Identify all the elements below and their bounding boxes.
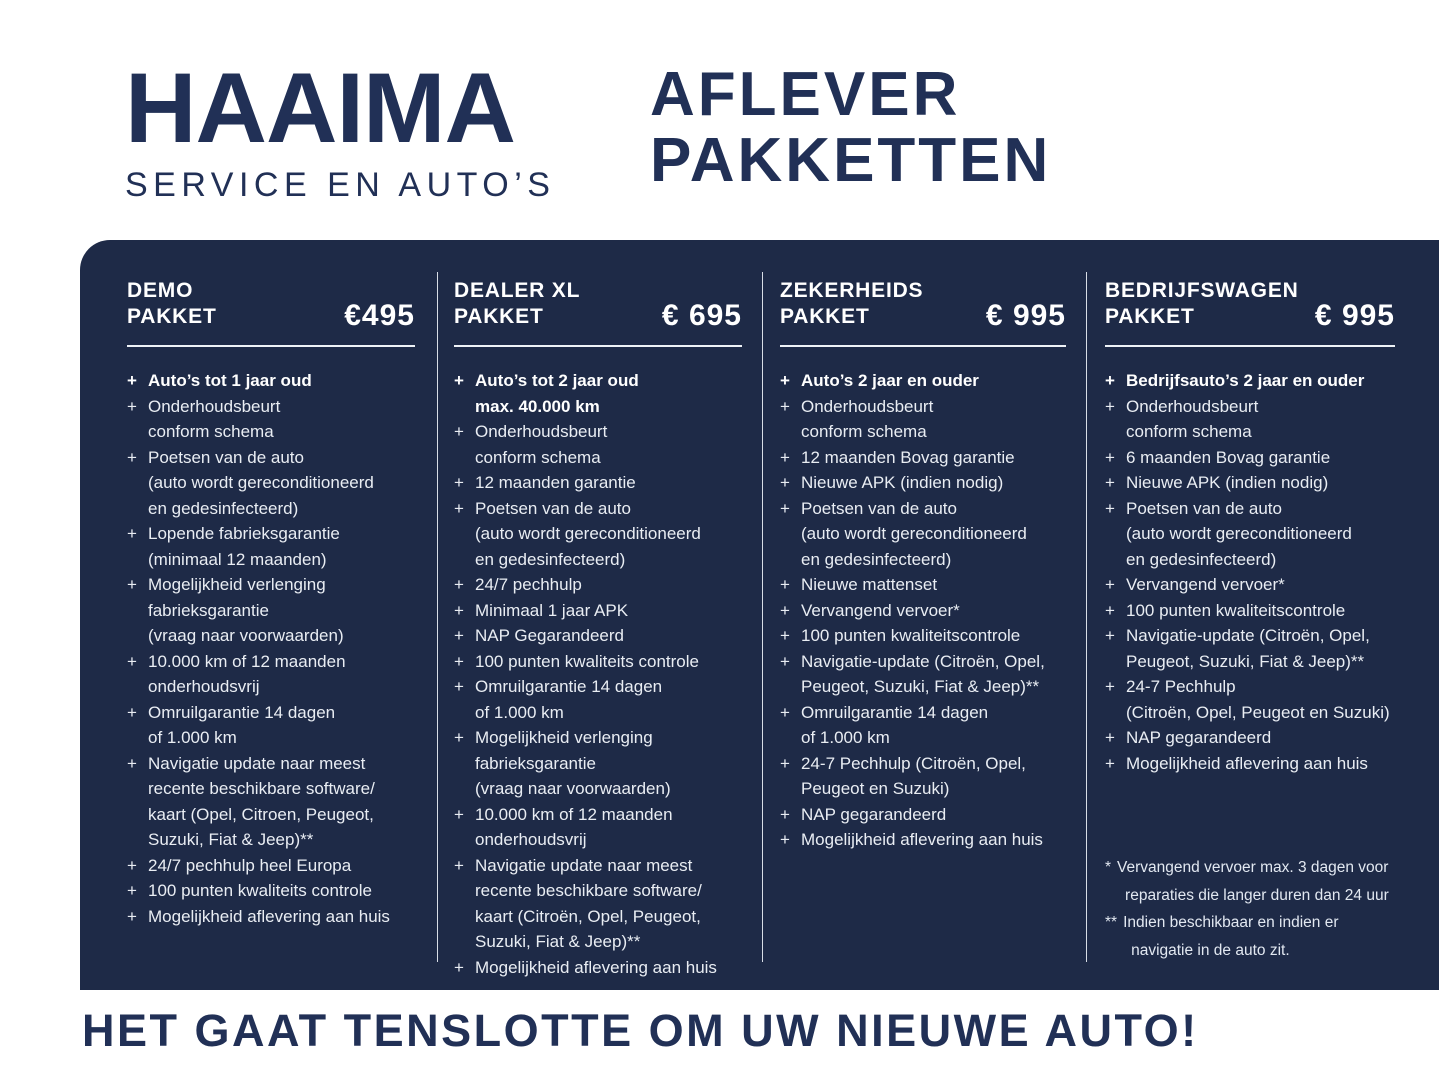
- feature-text-line: Mogelijkheid aflevering aan huis: [148, 906, 390, 926]
- package-column-zekerheids: [763, 240, 1086, 990]
- plus-icon: +: [454, 473, 464, 492]
- feature-text-line: kaart (Opel, Citroen, Peugeot,: [148, 804, 374, 824]
- feature-text-line: Onderhoudsbeurt: [1126, 396, 1259, 416]
- feature-text: [1126, 674, 1390, 725]
- feature-text: [148, 572, 344, 649]
- feature-item: [127, 649, 415, 700]
- plus-icon: +: [1105, 753, 1115, 773]
- feature-text-line: (minimaal 12 maanden): [148, 549, 327, 569]
- feature-text-line: 100 punten kwaliteitscontrole: [801, 626, 1021, 645]
- feature-item: [454, 623, 742, 649]
- feature-text: [1126, 572, 1285, 598]
- feature-text-line: of 1.000 km: [148, 728, 237, 747]
- header-underline: [127, 345, 415, 347]
- plus-icon: +: [1105, 498, 1115, 518]
- feature-item: [127, 751, 415, 853]
- feature-text-line: Bedrijfsauto’s 2 jaar en ouder: [1126, 371, 1365, 390]
- package-header: [1105, 278, 1395, 330]
- feature-text: [801, 445, 1015, 471]
- footnote-marker: *: [1105, 859, 1112, 876]
- feature-text-line: 100 punten kwaliteits controle: [475, 651, 699, 671]
- package-header: [780, 278, 1066, 330]
- feature-text-line: 12 maanden garantie: [475, 473, 636, 492]
- feature-text-line: 24-7 Pechhulp (Citroën, Opel,: [801, 753, 1026, 773]
- feature-list: [780, 368, 1066, 853]
- plus-icon: +: [127, 855, 137, 875]
- plus-icon: +: [127, 881, 137, 900]
- feature-text: [148, 521, 340, 572]
- feature-item: [454, 725, 742, 802]
- feature-item: [454, 853, 742, 955]
- feature-item: [780, 470, 1066, 496]
- feature-text-line: 6 maanden Bovag garantie: [1126, 447, 1331, 467]
- feature-text-line: Peugeot, Suzuki, Fiat & Jeep)**: [1126, 651, 1365, 671]
- plus-icon: +: [1105, 575, 1115, 594]
- plus-icon: +: [127, 651, 137, 671]
- feature-text-line: conform schema: [1126, 422, 1252, 441]
- plus-icon: +: [780, 804, 790, 824]
- feature-text-line: (auto wordt gereconditioneerd: [1126, 524, 1352, 543]
- feature-text-line: fabrieksgarantie: [475, 753, 596, 773]
- plus-icon: +: [454, 728, 464, 747]
- plus-icon: +: [780, 651, 790, 671]
- brand-tagline: SERVICE EN AUTO’S: [125, 166, 556, 204]
- feature-item: [127, 878, 415, 904]
- feature-item: [780, 496, 1066, 573]
- feature-text-line: Omruilgarantie 14 dagen: [148, 702, 336, 722]
- plus-icon: +: [454, 422, 464, 441]
- package-title-line: DEALER XL: [454, 279, 581, 302]
- feature-text: [801, 827, 1043, 853]
- feature-text: [475, 470, 636, 496]
- feature-item: [780, 445, 1066, 471]
- feature-text-line: Lopende fabrieksgarantie: [148, 524, 340, 543]
- header-underline: [1105, 345, 1395, 347]
- feature-text: [475, 955, 717, 981]
- header-underline: [780, 345, 1066, 347]
- feature-text: [148, 649, 346, 700]
- feature-item: [780, 572, 1066, 598]
- plus-icon: +: [1105, 600, 1115, 620]
- feature-text: [1126, 394, 1258, 445]
- feature-text-line: 24/7 pechhulp heel Europa: [148, 855, 352, 875]
- feature-text: [475, 725, 671, 802]
- feature-text: [801, 649, 1045, 700]
- feature-text: [475, 674, 662, 725]
- feature-text-line: Suzuki, Fiat & Jeep)**: [148, 830, 314, 849]
- feature-item: [454, 802, 742, 853]
- page-title-line1: AFLEVER: [650, 60, 961, 129]
- feature-text-line: of 1.000 km: [801, 728, 890, 747]
- feature-item: [1105, 598, 1395, 624]
- feature-text: [801, 496, 1027, 573]
- feature-item: [780, 368, 1066, 394]
- feature-text: [475, 572, 582, 598]
- footnote-text-line: Indien beschikbaar en indien er: [1123, 914, 1339, 931]
- feature-text-line: en gedesinfecteerd): [148, 498, 299, 518]
- feature-text-line: (vraag naar voorwaarden): [475, 779, 671, 798]
- feature-text: [475, 623, 624, 649]
- feature-text: [1126, 368, 1364, 394]
- feature-text-line: Mogelijkheid aflevering aan huis: [475, 957, 717, 977]
- feature-text-line: 100 punten kwaliteits controle: [148, 881, 372, 900]
- feature-item: [454, 649, 742, 675]
- plus-icon: +: [127, 371, 137, 390]
- plus-icon: +: [1105, 473, 1115, 492]
- feature-text-line: fabrieksgarantie: [148, 600, 269, 620]
- feature-item: [454, 470, 742, 496]
- plus-icon: +: [780, 753, 790, 773]
- brand-name: HAAIMA: [125, 52, 515, 163]
- feature-text: [1126, 623, 1370, 674]
- feature-text-line: NAP gegarandeerd: [801, 804, 947, 824]
- package-header: [127, 278, 415, 330]
- feature-text-line: 24/7 pechhulp: [475, 575, 582, 594]
- feature-text-line: 100 punten kwaliteitscontrole: [1126, 600, 1346, 620]
- feature-text: [475, 649, 699, 675]
- feature-text-line: of 1.000 km: [475, 702, 564, 722]
- brand-logo: [125, 52, 556, 205]
- package-title-line: DEMO: [127, 279, 194, 302]
- plus-icon: +: [780, 626, 790, 645]
- page-title: [650, 62, 1051, 194]
- plus-icon: +: [1105, 728, 1115, 747]
- feature-text-line: Poetsen van de auto: [148, 447, 304, 467]
- feature-text: [801, 598, 960, 624]
- feature-item: [1105, 572, 1395, 598]
- feature-text-line: 24-7 Pechhulp: [1126, 677, 1236, 696]
- package-column-demo: [80, 240, 437, 990]
- plus-icon: +: [127, 702, 137, 722]
- plus-icon: +: [780, 371, 790, 390]
- feature-text-line: Navigatie-update (Citroën, Opel,: [1126, 626, 1370, 645]
- plus-icon: +: [454, 855, 464, 875]
- feature-text-line: Omruilgarantie 14 dagen: [801, 702, 989, 722]
- plus-icon: +: [454, 804, 464, 824]
- feature-text-line: 10.000 km of 12 maanden: [475, 804, 673, 824]
- feature-text: [801, 572, 937, 598]
- plus-icon: +: [127, 575, 137, 594]
- feature-list: [127, 368, 415, 929]
- feature-text-line: Auto’s 2 jaar en ouder: [801, 371, 979, 390]
- plus-icon: +: [780, 498, 790, 518]
- feature-text-line: Onderhoudsbeurt: [148, 396, 281, 416]
- feature-text-line: Poetsen van de auto: [1126, 498, 1282, 518]
- feature-text: [801, 623, 1020, 649]
- feature-text: [801, 751, 1026, 802]
- feature-item: [780, 598, 1066, 624]
- feature-text: [148, 904, 390, 930]
- feature-text: [1126, 725, 1271, 751]
- package-column-bedrijfswagen: [1087, 240, 1439, 990]
- package-title-line: PAKKET: [1105, 305, 1195, 328]
- feature-text-line: 12 maanden Bovag garantie: [801, 447, 1015, 467]
- feature-item: [780, 623, 1066, 649]
- plus-icon: +: [454, 677, 464, 696]
- feature-item: [454, 572, 742, 598]
- plus-icon: +: [454, 957, 464, 977]
- feature-text: [801, 470, 1003, 496]
- feature-item: [454, 955, 742, 981]
- feature-item: [1105, 368, 1395, 394]
- feature-text-line: conform schema: [801, 422, 927, 441]
- footnotes: [1105, 854, 1395, 964]
- feature-item: [127, 368, 415, 394]
- package-title: [1105, 278, 1299, 330]
- feature-item: [454, 674, 742, 725]
- feature-item: [780, 802, 1066, 828]
- footnote-text: [1117, 854, 1389, 909]
- feature-text-line: Mogelijkheid verlenging: [475, 728, 653, 747]
- feature-item: [127, 394, 415, 445]
- package-price: € 995: [985, 299, 1066, 332]
- feature-text: [148, 445, 374, 522]
- feature-list: [1105, 368, 1395, 776]
- feature-text-line: Nieuwe APK (indien nodig): [1126, 473, 1329, 492]
- footnote: [1105, 854, 1395, 909]
- plus-icon: +: [1105, 677, 1115, 696]
- feature-text-line: Mogelijkheid aflevering aan huis: [801, 830, 1043, 849]
- plus-icon: +: [454, 498, 464, 518]
- feature-text-line: Peugeot, Suzuki, Fiat & Jeep)**: [801, 677, 1040, 696]
- feature-text-line: en gedesinfecteerd): [801, 549, 952, 569]
- feature-text: [1126, 470, 1328, 496]
- plus-icon: +: [780, 447, 790, 467]
- feature-text: [148, 751, 375, 853]
- feature-item: [454, 419, 742, 470]
- feature-text: [801, 368, 979, 394]
- plus-icon: +: [127, 396, 137, 416]
- plus-icon: +: [780, 702, 790, 722]
- feature-item: [1105, 623, 1395, 674]
- plus-icon: +: [127, 524, 137, 543]
- feature-text: [801, 700, 988, 751]
- feature-text-line: 10.000 km of 12 maanden: [148, 651, 346, 671]
- feature-text: [475, 598, 628, 624]
- feature-text-line: Auto’s tot 2 jaar oud: [475, 371, 639, 390]
- plus-icon: +: [780, 830, 790, 849]
- package-title: [454, 278, 580, 330]
- package-title-line: BEDRIJFSWAGEN: [1105, 279, 1299, 302]
- packages-panel: [80, 240, 1439, 990]
- package-title-line: PAKKET: [454, 305, 544, 328]
- feature-text-line: recente beschikbare software/: [475, 881, 702, 900]
- plus-icon: +: [780, 396, 790, 416]
- feature-text: [475, 419, 607, 470]
- plus-icon: +: [127, 447, 137, 467]
- feature-text: [801, 802, 946, 828]
- feature-text-line: (vraag naar voorwaarden): [148, 626, 344, 645]
- package-price: € 995: [1314, 299, 1395, 332]
- feature-text-line: (auto wordt gereconditioneerd: [148, 473, 374, 492]
- feature-item: [454, 368, 742, 419]
- package-title-line: PAKKET: [127, 305, 217, 328]
- feature-text-line: Peugeot en Suzuki): [801, 779, 950, 798]
- feature-text-line: Nieuwe APK (indien nodig): [801, 473, 1004, 492]
- footnote-text: [1123, 909, 1338, 964]
- feature-list: [454, 368, 742, 980]
- feature-text-line: Onderhoudsbeurt: [475, 422, 608, 441]
- feature-item: [780, 394, 1066, 445]
- feature-item: [127, 572, 415, 649]
- feature-text-line: conform schema: [475, 447, 601, 467]
- feature-item: [127, 700, 415, 751]
- feature-text: [1126, 445, 1330, 471]
- feature-text: [1126, 751, 1368, 777]
- package-title-line: PAKKET: [780, 305, 870, 328]
- feature-item: [454, 598, 742, 624]
- feature-text: [148, 394, 280, 445]
- feature-text-line: (auto wordt gereconditioneerd: [801, 524, 1027, 543]
- footnote: [1105, 909, 1395, 964]
- package-title-line: ZEKERHEIDS: [780, 279, 924, 302]
- feature-text-line: Poetsen van de auto: [801, 498, 957, 518]
- package-price: € 695: [661, 299, 742, 332]
- feature-item: [1105, 674, 1395, 725]
- plus-icon: +: [1105, 396, 1115, 416]
- feature-text: [1126, 496, 1352, 573]
- feature-item: [127, 853, 415, 879]
- footnote-marker: **: [1105, 914, 1118, 931]
- plus-icon: +: [454, 600, 464, 620]
- feature-text-line: Nieuwe mattenset: [801, 575, 938, 594]
- feature-item: [780, 827, 1066, 853]
- feature-text-line: conform schema: [148, 422, 274, 441]
- feature-text: [148, 878, 372, 904]
- plus-icon: +: [780, 473, 790, 492]
- feature-text: [148, 853, 351, 879]
- feature-text-line: Vervangend vervoer*: [1126, 575, 1285, 594]
- package-price: €495: [344, 299, 415, 332]
- feature-text-line: recente beschikbare software/: [148, 779, 375, 798]
- page-title-line2: PAKKETTEN: [650, 126, 1052, 195]
- feature-text: [475, 853, 702, 955]
- feature-item: [1105, 751, 1395, 777]
- plus-icon: +: [1105, 371, 1115, 390]
- feature-text-line: onderhoudsvrij: [475, 830, 587, 849]
- feature-text: [801, 394, 933, 445]
- feature-text-line: Auto’s tot 1 jaar oud: [148, 371, 312, 390]
- feature-text-line: Vervangend vervoer*: [801, 600, 960, 620]
- header-underline: [454, 345, 742, 347]
- feature-text-line: Onderhoudsbeurt: [801, 396, 934, 416]
- plus-icon: +: [127, 753, 137, 773]
- feature-text-line: en gedesinfecteerd): [1126, 549, 1277, 569]
- feature-text: [475, 496, 701, 573]
- feature-text: [148, 700, 335, 751]
- plus-icon: +: [1105, 626, 1115, 645]
- feature-item: [1105, 470, 1395, 496]
- footnote-text-line: Vervangend vervoer max. 3 dagen voor: [1117, 859, 1389, 876]
- feature-text-line: Poetsen van de auto: [475, 498, 631, 518]
- feature-item: [454, 496, 742, 573]
- package-title: [127, 278, 217, 330]
- feature-text-line: Navigatie update naar meest: [475, 855, 693, 875]
- feature-text-line: Mogelijkheid verlenging: [148, 575, 326, 594]
- feature-text: [148, 368, 312, 394]
- plus-icon: +: [780, 575, 790, 594]
- feature-item: [780, 649, 1066, 700]
- footnote-text-line: reparaties die langer duren dan 24 uur: [1125, 886, 1389, 904]
- feature-item: [1105, 725, 1395, 751]
- feature-item: [1105, 445, 1395, 471]
- plus-icon: +: [454, 575, 464, 594]
- feature-text-line: onderhoudsvrij: [148, 677, 260, 696]
- package-header: [454, 278, 742, 330]
- footnote-text-line: navigatie in de auto zit.: [1131, 941, 1290, 959]
- plus-icon: +: [454, 651, 464, 671]
- feature-text-line: Navigatie-update (Citroën, Opel,: [801, 651, 1045, 671]
- footer-slogan: HET GAAT TENSLOTTE OM UW NIEUWE AUTO!: [82, 1005, 1199, 1056]
- package-column-dealer-xl: [438, 240, 762, 990]
- feature-text-line: Mogelijkheid aflevering aan huis: [1126, 753, 1368, 773]
- feature-text-line: Omruilgarantie 14 dagen: [475, 677, 663, 696]
- feature-text-line: en gedesinfecteerd): [475, 549, 626, 569]
- feature-text: [475, 802, 673, 853]
- feature-item: [780, 700, 1066, 751]
- feature-item: [127, 521, 415, 572]
- feature-text: [475, 368, 639, 419]
- plus-icon: +: [127, 906, 137, 926]
- plus-icon: +: [1105, 447, 1115, 467]
- feature-item: [780, 751, 1066, 802]
- feature-text-line: NAP Gegarandeerd: [475, 626, 625, 645]
- feature-item: [1105, 394, 1395, 445]
- feature-item: [127, 904, 415, 930]
- feature-text-line: max. 40.000 km: [475, 396, 600, 416]
- package-title: [780, 278, 923, 330]
- feature-text: [1126, 598, 1345, 624]
- feature-text-line: (auto wordt gereconditioneerd: [475, 524, 701, 543]
- feature-item: [1105, 496, 1395, 573]
- feature-text-line: kaart (Citroën, Opel, Peugeot,: [475, 906, 701, 926]
- plus-icon: +: [454, 626, 464, 645]
- feature-item: [127, 445, 415, 522]
- feature-text-line: Navigatie update naar meest: [148, 753, 366, 773]
- feature-text-line: (Citroën, Opel, Peugeot en Suzuki): [1126, 702, 1390, 722]
- feature-text-line: Suzuki, Fiat & Jeep)**: [475, 932, 641, 951]
- plus-icon: +: [454, 371, 464, 390]
- feature-text-line: Minimaal 1 jaar APK: [475, 600, 629, 620]
- feature-text-line: NAP gegarandeerd: [1126, 728, 1272, 747]
- plus-icon: +: [780, 600, 790, 620]
